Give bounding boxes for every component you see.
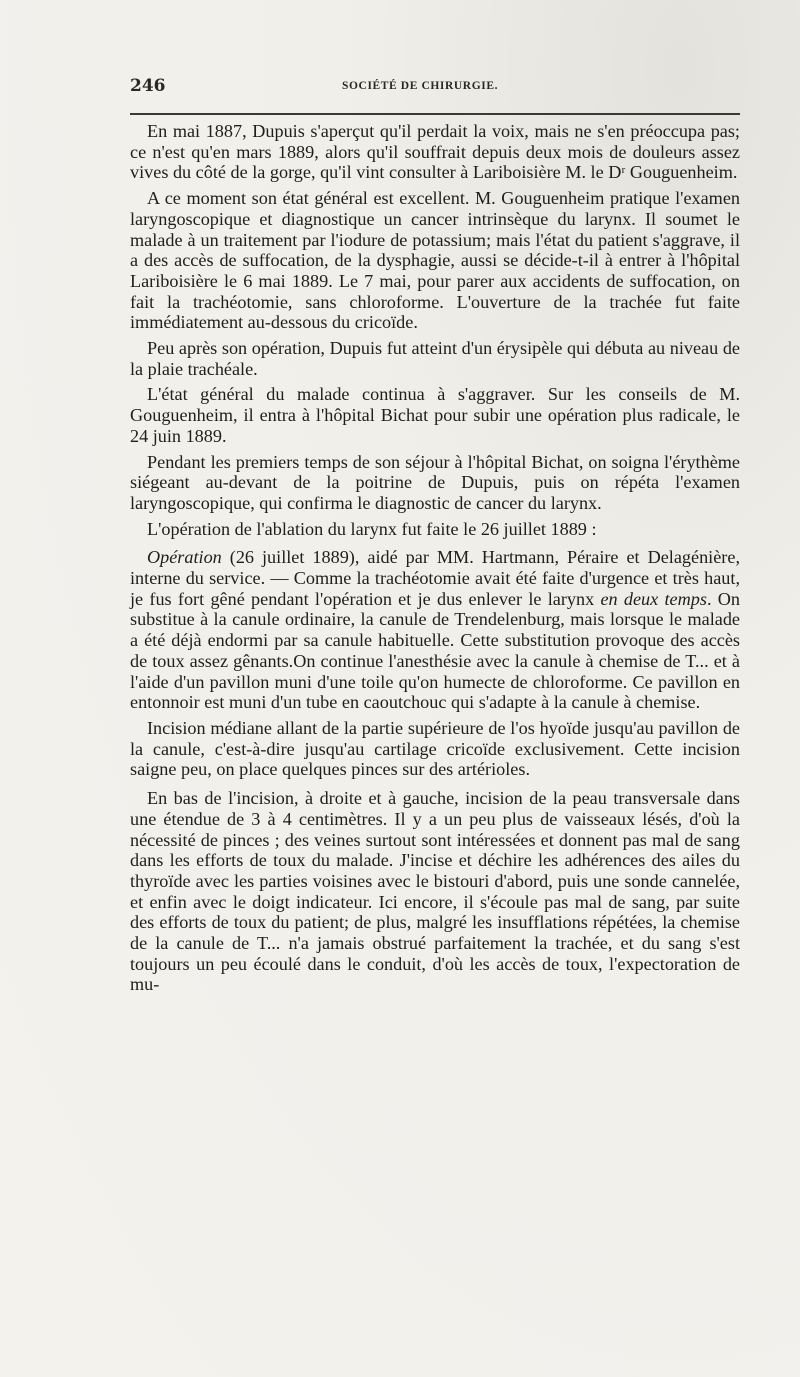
operation-heading: Opération (147, 547, 222, 568)
paragraph-3: Peu après son opération, Dupuis fut atteint d'un érysipèle qui débuta au niveau de la plaie trachéale. (130, 338, 740, 379)
running-title: SOCIÉTÉ DE CHIRURGIE. (342, 80, 499, 92)
paragraph-4: L'état général du malade continua à s'aggraver. Sur les conseils de M. Gouguenheim, il entra à l'hôpital Bichat pour subir une opération plus radicale, le 24 juin 1889. (130, 384, 740, 446)
paragraph-1: En mai 1887, Dupuis s'aperçut qu'il perdait la voix, mais ne s'en préoccupa pas; ce n'est qu'en mars 1889, alors qu'il souffrait depuis deux mois de douleurs assez vives du côté de la gorge, qu'il vint consulter à Lariboisière M. le Dʳ Gouguenheim. (130, 121, 740, 183)
page-header (130, 76, 740, 100)
paragraph-7 (130, 547, 740, 713)
paragraph-7-part-b: . On substitue à la canule ordinaire, la canule de Trendelenburg, mais lorsque le malade a été déjà endormi par sa canule habituelle. Cette substitution provoque des accès de toux assez gênants.On continue l'anesthésie avec la canule à chemise de T... et à l'aide d'un pavillon muni d'une toile qu'on humecte de chloroforme. Ce pavillon en entonnoir est muni d'un tube en caoutchouc qui s'adapte à la canule à chemise. (130, 588, 740, 713)
paragraph-5: Pendant les premiers temps de son séjour à l'hôpital Bichat, on soigna l'érythème siégeant au-devant de la poitrine de Dupuis, puis on répéta l'examen laryngoscopique, qui confirma le diagnostic de cancer du larynx. (130, 451, 740, 513)
page-number: 246 (130, 76, 166, 96)
paragraph-2: A ce moment son état général est excellent. M. Gouguenheim pratique l'examen laryngoscopique et diagnostique un cancer intrinsèque du larynx. Il soumet le malade à un traitement par l'iodure de potassium; mais l'état du patient s'aggrave, il a des accès de suffocation, de la dysphagie, aussi se décide-t-il à entrer à l'hôpital Lariboisière le 6 mai 1889. Le 7 mai, pour parer aux accidents de suffocation, on fait la trachéotomie, sans chloroforme. L'ouverture de la trachée fut faite immédiatement au-dessous du cricoïde. (130, 188, 740, 333)
paragraph-9: En bas de l'incision, à droite et à gauche, incision de la peau transversale dans une étendue de 3 à 4 centimètres. Il y a un peu plus de vaisseaux lésés, d'où la nécessité de pinces ; des veines surtout sont intéressées et donnent pas mal de sang dans les efforts de toux du malade. J'incise et déchire les adhérences des ailes du thyroïde avec les parties voisines avec le bistouri d'abord, puis une sonde cannelée, et enfin avec le doigt indicateur. Ici encore, il s'écoule pas mal de sang, par suite des efforts de toux du patient; de plus, malgré les insufflations répétées, la chemise de la canule de T... n'a jamais obstrué parfaitement la trachée, et du sang s'est toujours un peu écoulé dans le conduit, d'où les accès de toux, l'expectoration de mu- (130, 788, 740, 995)
paragraph-7-emphasis: en deux temps (600, 588, 707, 609)
paragraph-6: L'opération de l'ablation du larynx fut faite le 26 juillet 1889 : (147, 518, 597, 539)
header-rule (130, 113, 740, 115)
paragraph-7-part-a: (26 juillet 1889), aidé par MM. Hartmann, Péraire et Delagénière, interne du service. — Comme la trachéotomie avait été faite d'urgence et très haut, je fus fort gêné pendant l'opération et je dus enlever le larynx (130, 547, 740, 609)
paragraph-8: Incision médiane allant de la partie supérieure de l'os hyoïde jusqu'au pavillon de la canule, c'est-à-dire jusqu'au cartilage cricoïde exclusivement. Cette incision saigne peu, on place quelques pinces sur des artérioles. (130, 717, 740, 780)
body-text (130, 121, 740, 995)
